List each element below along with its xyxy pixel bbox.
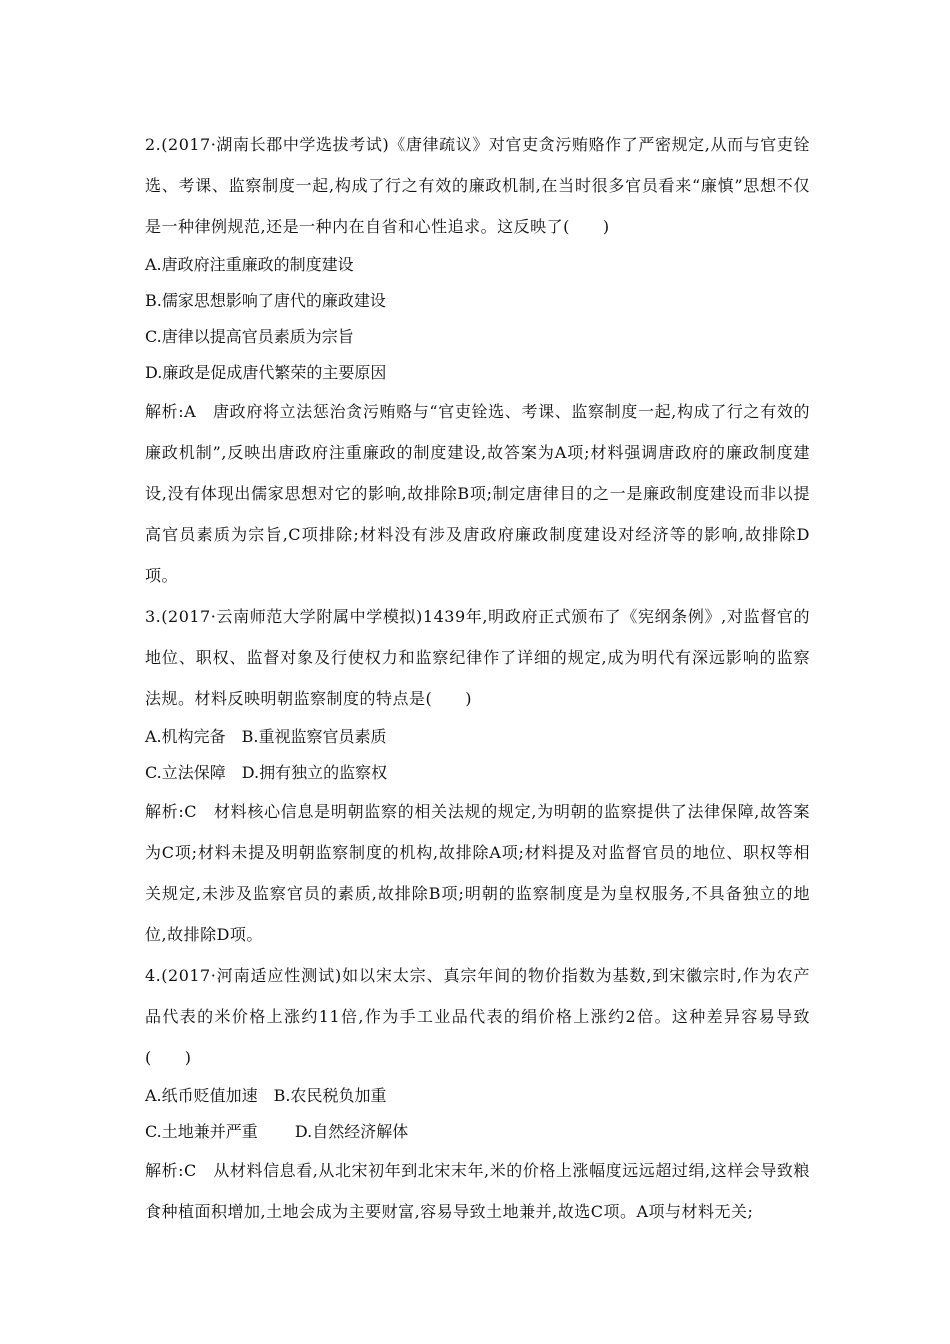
question-3 (145, 596, 810, 955)
option-d: D.廉政是促成唐代繁荣的主要原因 (145, 363, 387, 382)
option-line-ab: A.机构完备 B.重视监察官员素质 (145, 727, 387, 746)
option-line-ab: A.纸币贬值加速 B.农民税负加重 (145, 1086, 387, 1105)
option-line-cd: C.立法保障 D.拥有独立的监察权 (145, 763, 388, 782)
answer-analysis: 解析:C 从材料信息看,从北宋初年到北宋末年,米的价格上涨幅度远远超过绢,这样会导致粮食种植面积增加,土地会成为主要财富,容易导致土地兼并,故选C项。A项与材料无关; (145, 1161, 810, 1221)
option-a: A.唐政府注重廉政的制度建设 (145, 255, 354, 274)
answer-analysis: 解析:C 材料核心信息是明朝监察的相关法规的规定,为明朝的监察提供了法律保障,故答案为C项;材料未提及明朝监察制度的机构,故排除A项;材料提及对监督官员的地位、职权等相关规定,未涉及监察官员的素质,故排除B项;明朝的监察制度是为皇权服务,不具备独立的地位,故排除D项。 (145, 802, 810, 944)
question-2 (145, 124, 810, 596)
question-stem: 3.(2017·云南师范大学附属中学模拟)1439年,明政府正式颁布了《宪纲条例》,对监督官的地位、职权、监督对象及行使权力和监察纪律作了详细的规定,成为明代有深远影响的监察法规。材料反映明朝监察制度的特点是( ) (145, 607, 810, 708)
document-page (145, 124, 810, 1232)
answer-analysis: 解析:A 唐政府将立法惩治贪污贿赂与“官吏铨选、考课、监察制度一起,构成了行之有效的廉政机制”,反映出唐政府注重廉政的制度建设,故答案为A项;材料强调唐政府的廉政制度建设,没有体现出儒家思想对它的影响,故排除B项;制定唐律目的之一是廉政制度建设而非以提高官员素质为宗旨,C项排除;材料没有涉及唐政府廉政制度建设对经济等的影响,故排除D项。 (145, 402, 810, 585)
question-stem: 2.(2017·湖南长郡中学选拔考试)《唐律疏议》对官吏贪污贿赂作了严密规定,从而与官吏铨选、考课、监察制度一起,构成了行之有效的廉政机制,在当时很多官员看来“廉慎”思想不仅是一种律例规范,还是一种内在自省和心性追求。这反映了( ) (145, 135, 810, 236)
option-c: C.唐律以提高官员素质为宗旨 (145, 327, 354, 346)
question-stem: 4.(2017·河南适应性测试)如以宋太宗、真宗年间的物价指数为基数,到宋徽宗时,作为农产品代表的米价格上涨约11倍,作为手工业品代表的绢价格上涨约2倍。这种差异容易导致( ) (145, 966, 810, 1067)
option-b: B.儒家思想影响了唐代的廉政建设 (145, 291, 386, 310)
option-line-cd: C.土地兼并严重 D.自然经济解体 (145, 1122, 409, 1141)
question-4 (145, 955, 810, 1232)
